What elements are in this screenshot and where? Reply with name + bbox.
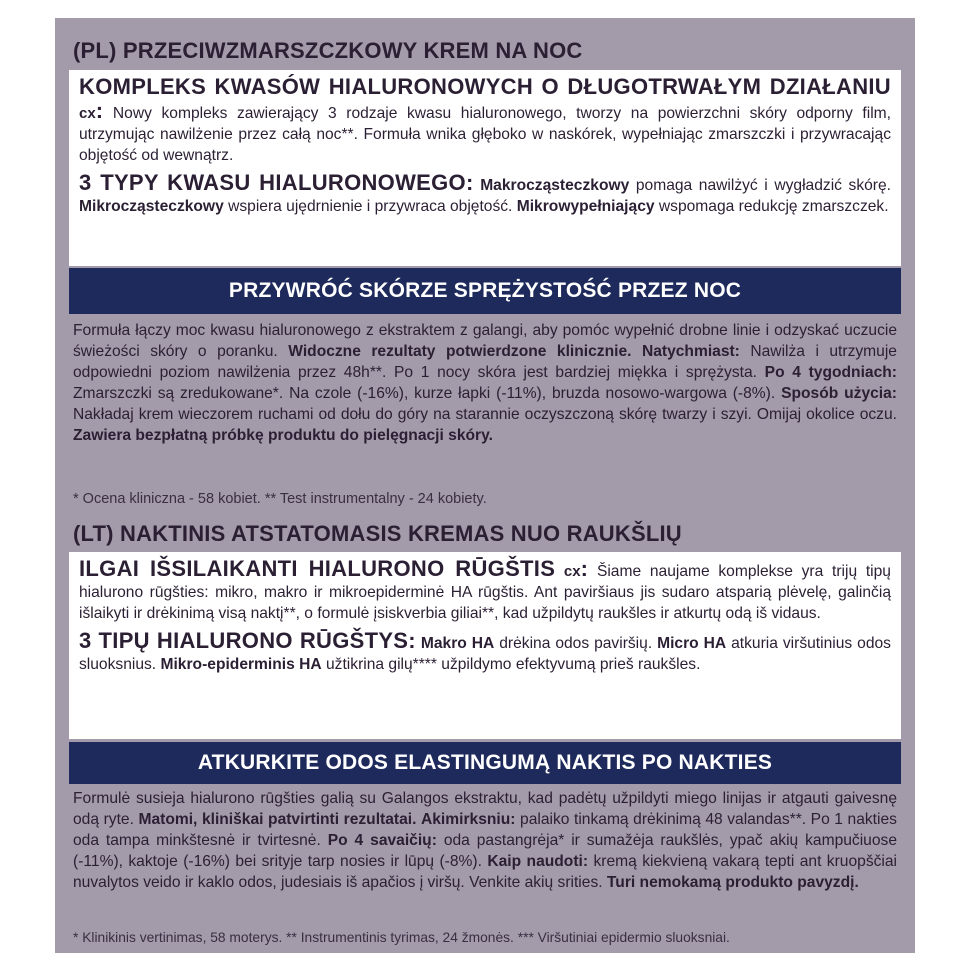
- pl-info-box: [69, 70, 901, 266]
- pl-body-s2: Nawilża i utrzymuje odpowiedni poziom nawilżenia przez 48h**. Po 1 nocy skóra jest bardziej miękka i sprężysta.: [73, 343, 897, 381]
- lt-info-box: [69, 552, 901, 739]
- pl-complex-heading: KOMPLEKS KWASÓW HIALURONOWYCH O DŁUGOTRWAŁYM DZIAŁANIU: [79, 74, 891, 99]
- pl-footnote: * Ocena kliniczna - 58 kobiet. ** Test instrumentalny - 24 kobiety.: [73, 491, 487, 507]
- pl-complex-text: Nowy kompleks zawierający 3 rodzaje kwasu hialuronowego, tworzy na powierzchni skóry odporny film, utrzymując nawilżenie przez całą noc**. Formuła wnika głęboko w naskórek, wypełniając zmarszczki i przywracając objętość od wewnątrz.: [79, 105, 891, 164]
- pl-type2-name: Mikrocząsteczkowy: [79, 198, 224, 215]
- lt-types-paragraph: [79, 630, 891, 675]
- lt-type2-text: atkuria viršutinius odos sluoksnius.: [79, 635, 891, 673]
- pl-type1-text: pomaga nawilżyć i wygładzić skórę.: [635, 177, 892, 194]
- pl-body-s3: Zmarszczki są zredukowane*. Na czole (-16%), kurze łapki (-11%), bruzda nosowo-wargowa (-8%).: [73, 385, 776, 402]
- lt-colon: :: [580, 556, 589, 581]
- lt-body-s3b: Po 4 savaičių:: [327, 832, 437, 849]
- pl-type1-name: Makrocząsteczkowy: [480, 177, 630, 194]
- lt-title: (LT) NAKTINIS ATSTATOMASIS KREMAS NUO RAUKŠLIŲ: [73, 521, 682, 546]
- lt-footnote: * Klinikinis vertinimas, 58 moterys. ** Instrumentinis tyrimas, 24 žmonės. *** Viršutiniai epidermio sluoksniai.: [73, 930, 730, 945]
- pl-colon: :: [95, 98, 104, 123]
- lt-banner: ATKURKITE ODOS ELASTINGUMĄ NAKTIS PO NAKTIES: [69, 742, 901, 784]
- pl-body-text: [73, 320, 897, 446]
- lt-cx-mark: cx: [563, 563, 581, 580]
- pl-types-heading: 3 TYPY KWASU HIALURONOWEGO:: [79, 170, 474, 195]
- lt-body-s1: Formulė susieja hialurono rūgšties galią su Galangos ekstraktu, kad padėtų užpildyti miego linijas ir atgauti gaivesnę odą ryte.: [73, 790, 897, 828]
- pl-body-s2b: Natychmiast:: [641, 343, 740, 360]
- pl-body-s5b: Zawiera bezpłatną próbkę produktu do pielęgnacji skóry.: [73, 427, 493, 444]
- label-content: [69, 18, 901, 953]
- lt-body-s2b: Akimirksniu:: [421, 811, 516, 828]
- lt-body-s3: oda pastangrėja* ir sumažėja raukšlės, ypač akių kampučiuose (-11%), kaktoje (-16%) bei srityje tarp nosies ir lūpų (-8%).: [73, 832, 897, 870]
- pl-title: (PL) PRZECIWZMARSZCZKOWY KREM NA NOC: [73, 38, 583, 63]
- lt-type3-name: Mikro-epiderminis HA: [160, 656, 322, 673]
- pl-type3-name: Mikrowypełniający: [516, 198, 655, 215]
- pl-types-paragraph: [79, 172, 891, 217]
- lt-body-s4: kremą kiekvieną vakarą tepti ant kruopščiai nuvalytos veido ir kaklo odos, judesiais iš apačios į viršų. Venkite akių srities.: [73, 853, 898, 891]
- label-panel: [55, 18, 915, 953]
- lt-complex-text: Šiame naujame komplekse yra trijų tipų hialurono rūgšties: mikro, makro ir mikroepiderminė HA rūgštis. Ant paviršiaus jis sudaro atsparią plėvelę, galinčią išlaikyti ir drėkinimą visą naktį**, o formulė įsiskverbia giliai**, kad užpildytų raukšles ir atkurtų odą iš vidaus.: [79, 563, 891, 622]
- lt-intro-paragraph: [79, 558, 891, 624]
- lt-body-s4b: Kaip naudoti:: [487, 853, 589, 870]
- pl-type3-text: wspomaga redukcję zmarszczek.: [658, 198, 889, 215]
- lt-body-s2: palaiko tinkamą drėkinimą 48 valandas**. Po 1 nakties oda tampa minkštesnė ir tvirtesnė.: [73, 811, 897, 849]
- pl-body-s4b: Sposób użycia:: [781, 385, 897, 402]
- lt-body-s5b: Turi nemokamą produkto pavyzdį.: [606, 874, 859, 891]
- lt-complex-heading: ILGAI IŠSILAIKANTI HIALURONO RŪGŠTIS: [79, 556, 556, 581]
- pl-body-s4: Nakładaj krem wieczorem ruchami od dołu do góry na starannie oczyszczoną skórę twarzy i szyi. Omijaj okolice oczu.: [73, 406, 897, 423]
- lt-type2-name: Micro HA: [657, 635, 727, 652]
- pl-type2-text: wspiera ujędrnienie i przywraca objętość.: [228, 198, 513, 215]
- pl-intro-paragraph: [79, 76, 891, 166]
- lt-type1-text: drėkina odos paviršių.: [499, 635, 653, 652]
- lt-types-heading: 3 TIPŲ HIALURONO RŪGŠTYS:: [79, 628, 416, 653]
- lt-type3-text: užtikrina gilų**** užpildymo efektyvumą prieš raukšles.: [326, 656, 701, 673]
- pl-body-s3b: Po 4 tygodniach:: [764, 364, 897, 381]
- pl-body-s1: Formuła łączy moc kwasu hialuronowego z ekstraktem z galangi, aby pomóc wypełnić drobne linie i odzyskać uczucie świeżości skóry o poranku.: [73, 322, 897, 360]
- lt-body-text: [73, 788, 897, 893]
- pl-banner: PRZYWRÓĆ SKÓRZE SPRĘŻYSTOŚĆ PRZEZ NOC: [69, 268, 901, 314]
- lt-type1-name: Makro HA: [420, 635, 495, 652]
- pl-body-s1b: Widoczne rezultaty potwierdzone klinicznie.: [288, 343, 632, 360]
- pl-cx-mark: cx: [79, 105, 96, 122]
- lt-body-s1b: Matomi, kliniškai patvirtinti rezultatai.: [138, 811, 417, 828]
